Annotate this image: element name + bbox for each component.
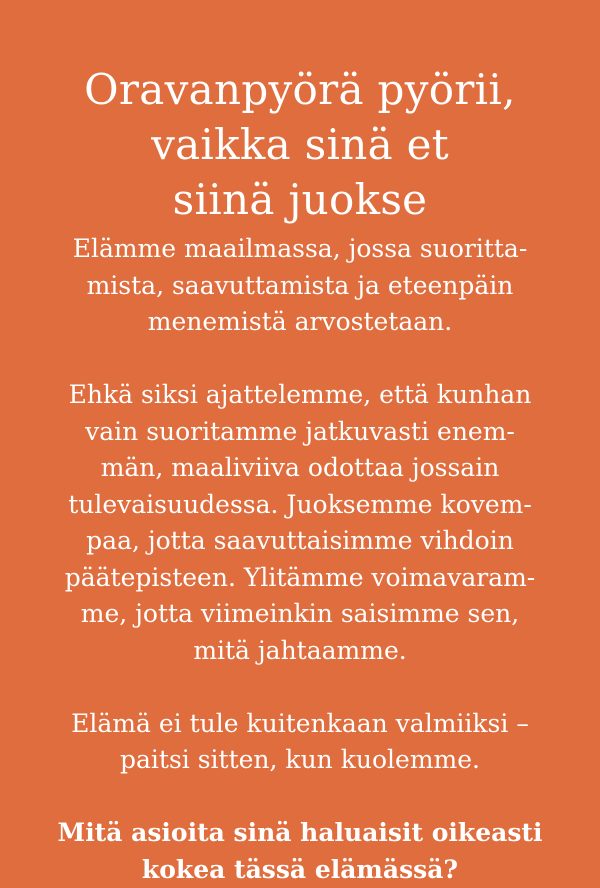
text-line: me, jotta viimeinkin saisimme sen, <box>80 599 520 628</box>
question-line: Mitä asioita sinä haluaisit oikeasti <box>57 818 543 847</box>
text-line: paa, jotta saavuttaisimme vihdoin <box>86 526 514 555</box>
paragraph-spacer <box>40 669 560 706</box>
cover-title <box>40 62 560 227</box>
paragraph-closing <box>40 706 560 779</box>
text-line: paitsi sitten, kun kuolemme. <box>120 745 480 774</box>
text-line: Ehkä siksi ajattelemme, että kunhan <box>68 380 532 409</box>
text-line: vain suoritamme jatkuvasti enem- <box>85 416 515 446</box>
text-line: menemistä arvostetaan. <box>147 307 453 336</box>
paragraph-intro <box>40 231 560 341</box>
paragraph-spacer <box>40 341 560 378</box>
title-line: vaikka sinä et <box>151 120 449 169</box>
paragraph-main <box>40 377 560 669</box>
closing-question <box>40 815 560 888</box>
title-line: Oravanpyörä pyörii, <box>84 65 516 114</box>
text-line: päätepisteen. Ylitämme voimavaram- <box>64 562 536 592</box>
question-line: kokea tässä elämässä? <box>141 854 459 884</box>
text-line: Elämä ei tule kuitenkaan valmiiksi – <box>71 708 529 738</box>
title-line: siinä juokse <box>172 175 428 224</box>
text-line: mitä jahtaamme. <box>193 635 407 665</box>
text-line: män, maaliviiva odottaa jossain <box>100 453 500 482</box>
text-line: mista, saavuttamista ja eteenpäin <box>86 270 514 300</box>
text-line: Elämme maailmassa, jossa suoritta- <box>72 234 528 263</box>
paragraph-spacer <box>40 779 560 816</box>
text-line: tulevaisuudessa. Juoksemme kovem- <box>68 489 532 519</box>
blurb-text <box>40 231 560 888</box>
